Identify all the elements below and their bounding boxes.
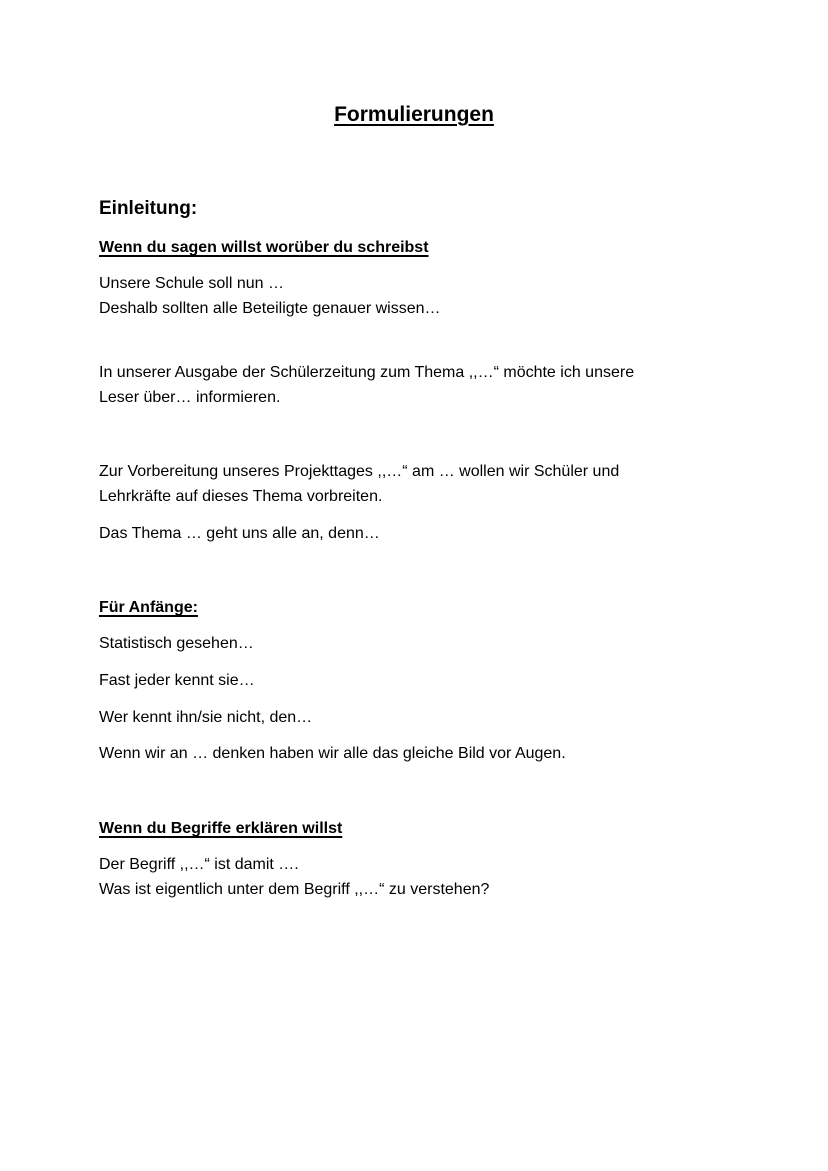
text-line: Statistisch gesehen… — [99, 635, 254, 652]
paragraph — [99, 741, 739, 766]
paragraph — [99, 852, 739, 902]
text-line: In unserer Ausgabe der Schülerzeitung zum Thema ,,…“ möchte ich unsere — [99, 364, 635, 381]
paragraph — [99, 271, 739, 321]
text-line: Unsere Schule soll nun … — [99, 275, 284, 292]
page-title-text: Formulierungen — [334, 103, 494, 126]
text-line: Leser über… informieren. — [99, 389, 281, 406]
text-line: Das Thema … geht uns alle an, denn… — [99, 525, 380, 542]
text-line: Lehrkräfte auf dieses Thema vorbreiten. — [99, 488, 383, 505]
paragraph — [99, 360, 739, 410]
subheading-topic: Wenn du sagen willst worüber du schreibst — [99, 239, 429, 256]
text-line: Deshalb sollten alle Beteiligte genauer wissen… — [99, 300, 441, 317]
paragraph — [99, 459, 739, 509]
paragraph — [99, 521, 739, 546]
section-heading-einleitung: Einleitung: — [99, 198, 198, 219]
paragraph — [99, 705, 739, 730]
text-line: Wer kennt ihn/sie nicht, den… — [99, 709, 313, 726]
text-line: Zur Vorbereitung unseres Projekttages ,,…“ am … wollen wir Schüler und — [99, 463, 620, 480]
page-title — [0, 102, 828, 128]
subheading-openings: Für Anfänge: — [99, 599, 198, 616]
text-line: Wenn wir an … denken haben wir alle das gleiche Bild vor Augen. — [99, 745, 566, 762]
subheading-terms: Wenn du Begriffe erklären willst — [99, 820, 343, 837]
text-line: Was ist eigentlich unter dem Begriff ,,…“ zu verstehen? — [99, 881, 490, 898]
text-line: Fast jeder kennt sie… — [99, 672, 255, 689]
text-line: Der Begriff ,,…“ ist damit …. — [99, 856, 299, 873]
paragraph — [99, 631, 739, 656]
paragraph — [99, 668, 739, 693]
